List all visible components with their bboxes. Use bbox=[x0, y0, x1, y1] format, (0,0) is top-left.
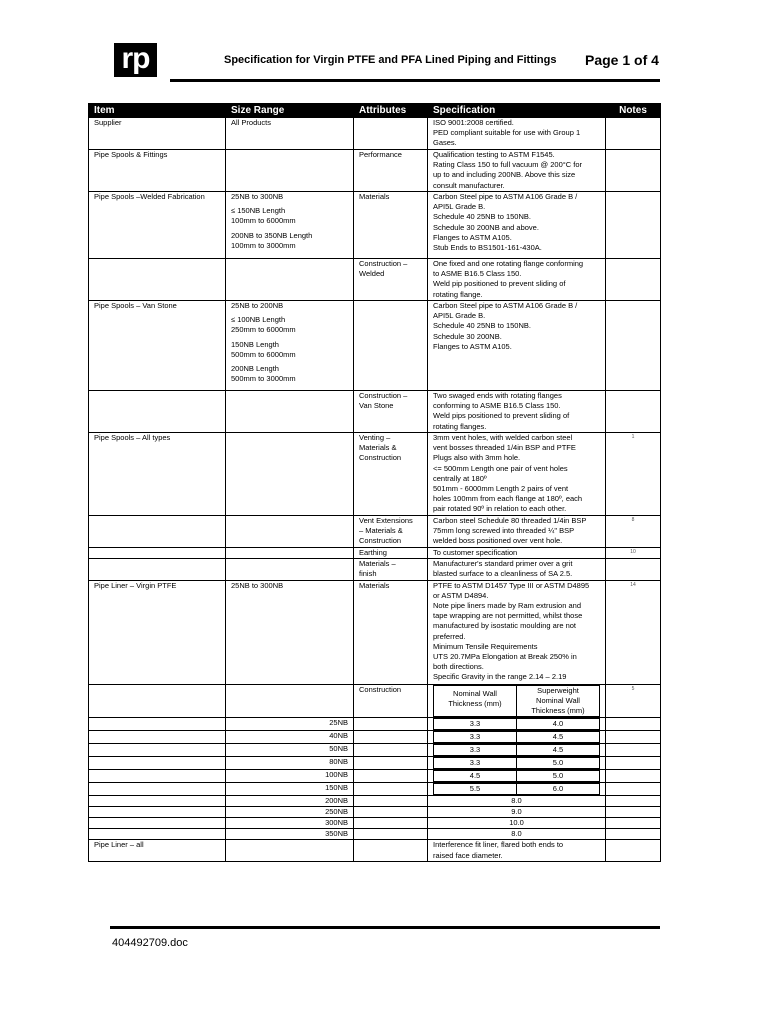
size-cell: All Products bbox=[226, 118, 354, 150]
table-row bbox=[89, 192, 661, 259]
size-cell: 40NB bbox=[226, 730, 354, 743]
header-item: Item bbox=[89, 104, 226, 118]
attribute-cell bbox=[354, 301, 428, 391]
item-cell: Pipe Spools –Welded Fabrication bbox=[89, 192, 226, 259]
spec-cell: Qualification testing to ASTM F1545. Rating Class 150 to full vacuum @ 200°C for up to and including 200NB. Above this size consult manufacturer. bbox=[428, 150, 606, 192]
size-cell: 150NB bbox=[226, 782, 354, 795]
attribute-cell bbox=[354, 840, 428, 862]
table-row: 100NB 4.5 5.0 bbox=[89, 769, 661, 782]
header-rule bbox=[170, 79, 660, 82]
table-row: 200NB 8.0 bbox=[89, 795, 661, 806]
size-cell: 100NB bbox=[226, 769, 354, 782]
page-number: Page 1 of 4 bbox=[585, 52, 659, 68]
size-cell bbox=[226, 259, 354, 301]
notes-cell: 5 bbox=[606, 684, 661, 717]
notes-cell bbox=[606, 391, 661, 433]
specification-table bbox=[88, 103, 661, 862]
item-cell: Supplier bbox=[89, 118, 226, 150]
size-cell: 25NB to 300NB ≤ 150NB Length 100mm to 6000mm 200NB to 350NB Length 100mm to 3000mm bbox=[226, 192, 354, 259]
attribute-cell: Vent Extensions – Materials & Construction bbox=[354, 516, 428, 548]
company-logo: rp bbox=[114, 43, 157, 77]
size-cell bbox=[226, 150, 354, 192]
footer-rule bbox=[110, 926, 660, 929]
table-row bbox=[89, 150, 661, 192]
spec-cell: To customer specification bbox=[428, 548, 606, 559]
size-cell bbox=[226, 548, 354, 559]
attribute-cell: Materials bbox=[354, 580, 428, 684]
notes-cell bbox=[606, 559, 661, 580]
attribute-cell: Earthing bbox=[354, 548, 428, 559]
table-row: 40NB 3.3 4.5 bbox=[89, 730, 661, 743]
table-header-row bbox=[89, 104, 661, 118]
footer-filename: 404492709.doc bbox=[112, 937, 188, 949]
notes-cell bbox=[606, 840, 661, 862]
size-cell: 25NB bbox=[226, 717, 354, 730]
item-cell bbox=[89, 559, 226, 580]
table-row: 50NB 3.3 4.5 bbox=[89, 743, 661, 756]
item-cell bbox=[89, 684, 226, 717]
table-row bbox=[89, 301, 661, 391]
table-row bbox=[89, 559, 661, 580]
size-cell: 200NB bbox=[226, 795, 354, 806]
item-cell bbox=[89, 391, 226, 433]
size-cell bbox=[226, 684, 354, 717]
item-cell bbox=[89, 548, 226, 559]
table-row bbox=[89, 840, 661, 862]
item-cell bbox=[89, 516, 226, 548]
table-row: 250NB 9.0 bbox=[89, 806, 661, 817]
attribute-cell: Construction – Van Stone bbox=[354, 391, 428, 433]
size-cell: 25NB to 200NB ≤ 100NB Length 250mm to 6000mm 150NB Length 500mm to 6000mm 200NB Length 500mm to 3000mm bbox=[226, 301, 354, 391]
item-cell: Pipe Liner – Virgin PTFE bbox=[89, 580, 226, 684]
table-row: 150NB 5.5 6.0 bbox=[89, 782, 661, 795]
header-attributes: Attributes bbox=[354, 104, 428, 118]
table-row: 25NB 3.3 4.0 bbox=[89, 717, 661, 730]
size-cell bbox=[226, 559, 354, 580]
spec-cell: Interference fit liner, flared both ends to raised face diameter. bbox=[428, 840, 606, 862]
attribute-cell: Construction – Welded bbox=[354, 259, 428, 301]
table-row bbox=[89, 548, 661, 559]
table-row bbox=[89, 433, 661, 516]
size-cell: 50NB bbox=[226, 743, 354, 756]
size-cell bbox=[226, 840, 354, 862]
table-row: 80NB 3.3 5.0 bbox=[89, 756, 661, 769]
document-title: Specification for Virgin PTFE and PFA Lined Piping and Fittings bbox=[224, 54, 557, 66]
header-size-range: Size Range bbox=[226, 104, 354, 118]
table-row bbox=[89, 259, 661, 301]
spec-cell: PTFE to ASTM D1457 Type III or ASTM D4895 or ASTM D4894. Note pipe liners made by Ram extrusion and tape wrapping are not permitted, whilst those manufactured by isostatic moulding are not preferred. Minimum Tensile Requirements UTS 20.7MPa Elongation at Break 250% in both directions. Specific Gravity in the range 2.14 – 2.19 bbox=[428, 580, 606, 684]
attribute-cell: Materials – finish bbox=[354, 559, 428, 580]
spec-cell: Two swaged ends with rotating flanges conforming to ASME B16.5 Class 150. Weld pips positioned to prevent sliding of rotating flanges. bbox=[428, 391, 606, 433]
size-cell bbox=[226, 433, 354, 516]
table-row: 300NB 10.0 bbox=[89, 818, 661, 829]
table-row bbox=[89, 118, 661, 150]
attribute-cell bbox=[354, 118, 428, 150]
table-row bbox=[89, 516, 661, 548]
spec-cell: 3mm vent holes, with welded carbon steel vent bosses threaded 1/4in BSP and PTFE Plugs also with 3mm hole. <= 500mm Length one pair of vent holes centrally at 180º 501mm - 6000mm Length 2 pairs of vent holes 100mm from each flange at 180º, each pair rotated 90º in relation to each other. bbox=[428, 433, 606, 516]
table-row bbox=[89, 580, 661, 684]
table-row bbox=[89, 684, 661, 717]
notes-cell bbox=[606, 118, 661, 150]
notes-cell bbox=[606, 192, 661, 259]
spec-cell: ISO 9001:2008 certified. PED compliant suitable for use with Group 1 Gases. bbox=[428, 118, 606, 150]
notes-cell bbox=[606, 150, 661, 192]
size-cell bbox=[226, 391, 354, 433]
attribute-cell: Performance bbox=[354, 150, 428, 192]
notes-cell: 14 bbox=[606, 580, 661, 684]
item-cell: Pipe Spools – All types bbox=[89, 433, 226, 516]
size-cell bbox=[226, 516, 354, 548]
spec-cell: Carbon Steel pipe to ASTM A106 Grade B / API5L Grade B. Schedule 40 25NB to 150NB. Schedule 30 200NB and above. Flanges to ASTM A105. Stub Ends to BS1501-161-430A. bbox=[428, 192, 606, 259]
spec-cell: One fixed and one rotating flange conforming to ASME B16.5 Class 150. Weld pip positioned to prevent sliding of rotating flange. bbox=[428, 259, 606, 301]
size-cell: 80NB bbox=[226, 756, 354, 769]
size-cell: 350NB bbox=[226, 829, 354, 840]
spec-cell: Carbon Steel pipe to ASTM A106 Grade B / API5L Grade B. Schedule 40 25NB to 150NB. Schedule 30 200NB. Flanges to ASTM A105. bbox=[428, 301, 606, 391]
notes-cell bbox=[606, 259, 661, 301]
size-cell: 25NB to 300NB bbox=[226, 580, 354, 684]
table-row bbox=[89, 391, 661, 433]
item-cell: Pipe Spools – Van Stone bbox=[89, 301, 226, 391]
header-notes: Notes bbox=[606, 104, 661, 118]
item-cell bbox=[89, 259, 226, 301]
notes-cell: 1 bbox=[606, 433, 661, 516]
notes-cell: 8 bbox=[606, 516, 661, 548]
spec-cell: Manufacturer's standard primer over a grit blasted surface to a cleanliness of SA 2.5. bbox=[428, 559, 606, 580]
item-cell: Pipe Spools & Fittings bbox=[89, 150, 226, 192]
header-specification: Specification bbox=[428, 104, 606, 118]
notes-cell: 10 bbox=[606, 548, 661, 559]
size-cell: 250NB bbox=[226, 806, 354, 817]
attribute-cell: Materials bbox=[354, 192, 428, 259]
item-cell: Pipe Liner – all bbox=[89, 840, 226, 862]
spec-cell: Carbon steel Schedule 80 threaded 1/4in BSP 75mm long screwed into threaded ¼" BSP welded boss positioned over vent hole. bbox=[428, 516, 606, 548]
table-row: 350NB 8.0 bbox=[89, 829, 661, 840]
attribute-cell: Construction bbox=[354, 684, 428, 717]
thickness-header: Nominal Wall Thickness (mm) Superweight Nominal Wall Thickness (mm) bbox=[433, 685, 600, 717]
size-cell: 300NB bbox=[226, 818, 354, 829]
spec-cell bbox=[428, 684, 606, 717]
attribute-cell: Venting – Materials & Construction bbox=[354, 433, 428, 516]
notes-cell bbox=[606, 301, 661, 391]
